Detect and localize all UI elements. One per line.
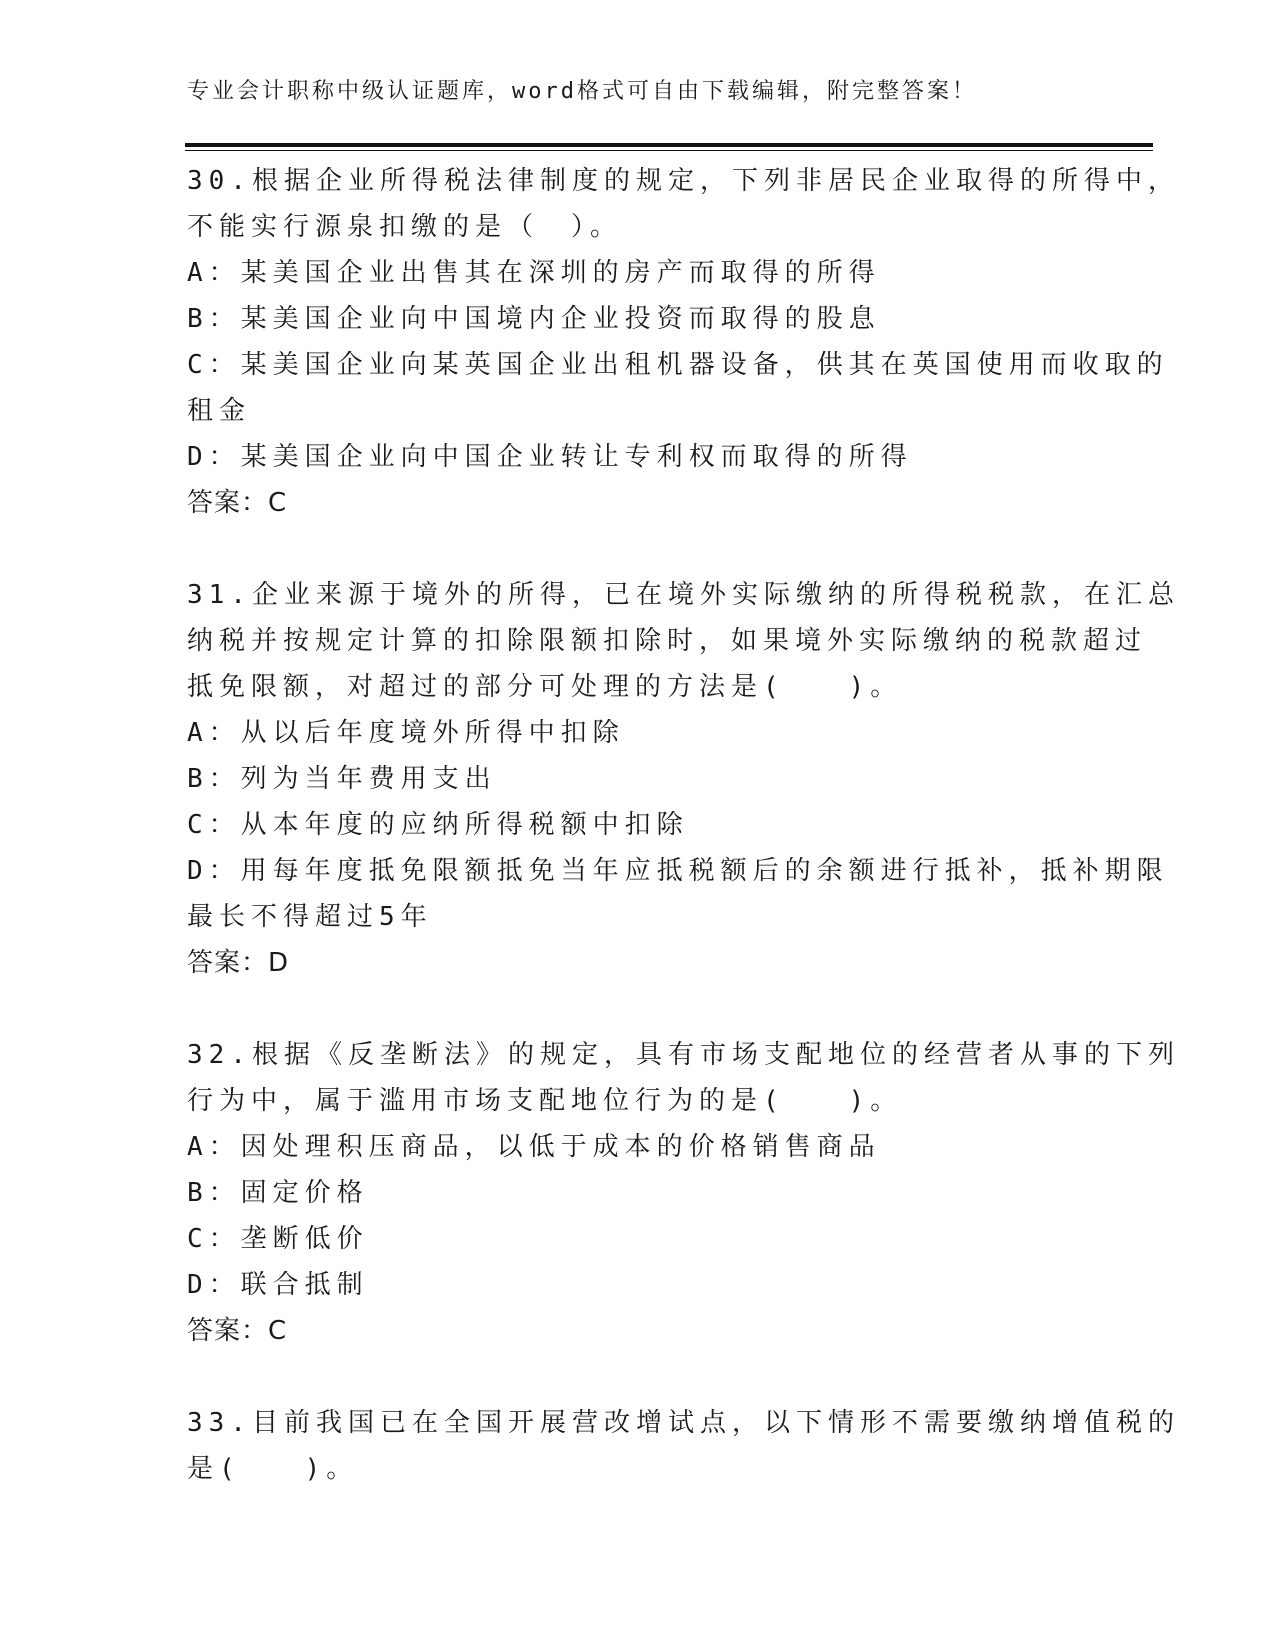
option-b: B：某美国企业向中国境内企业投资而取得的股息 [187, 304, 881, 334]
header-divider-thin [185, 150, 1153, 151]
option-c: C：某美国企业向某英国企业出租机器设备，供其在英国使用而收取的 [187, 350, 1169, 380]
answer: 答案：C [187, 1316, 288, 1346]
option-d: D：联合抵制 [187, 1270, 369, 1300]
question-stem-line: 抵免限额，对超过的部分可处理的方法是( )。 [187, 672, 903, 702]
answer: 答案：D [187, 948, 290, 978]
question-stem-line: 纳税并按规定计算的扣除限额扣除时，如果境外实际缴纳的税款超过 [187, 626, 1148, 656]
question-31 [187, 572, 1180, 986]
header-divider-thick [185, 143, 1153, 147]
option-d: D：某美国企业向中国企业转让专利权而取得的所得 [187, 442, 913, 472]
question-stem-line: 33.目前我国已在全国开展营改增试点，以下情形不需要缴纳增值税的 [187, 1408, 1180, 1438]
question-stem-line: 行为中，属于滥用市场支配地位行为的是( )。 [187, 1086, 903, 1116]
option-b: B：固定价格 [187, 1178, 369, 1208]
question-30 [187, 158, 1180, 526]
question-32 [187, 1032, 1180, 1354]
option-a: A：从以后年度境外所得中扣除 [187, 718, 625, 748]
option-c: C：垄断低价 [187, 1224, 369, 1254]
option-c: C：从本年度的应纳所得税额中扣除 [187, 810, 689, 840]
option-a: A：因处理积压商品，以低于成本的价格销售商品 [187, 1132, 881, 1162]
question-stem-line: 30.根据企业所得税法律制度的规定，下列非居民企业取得的所得中， [187, 166, 1180, 196]
question-stem-line: 是( )。 [187, 1454, 359, 1484]
option-c-continued: 租金 [187, 396, 252, 426]
question-list [187, 158, 1180, 1538]
question-33 [187, 1400, 1180, 1492]
question-stem-line: 31.企业来源于境外的所得，已在境外实际缴纳的所得税税款，在汇总 [187, 580, 1180, 610]
question-stem-line: 32.根据《反垄断法》的规定，具有市场支配地位的经营者从事的下列 [187, 1040, 1180, 1070]
question-stem-line: 不能实行源泉扣缴的是（ ）。 [187, 212, 623, 242]
option-a: A：某美国企业出售其在深圳的房产而取得的所得 [187, 258, 881, 288]
option-d: D：用每年度抵免限额抵免当年应抵税额后的余额进行抵补，抵补期限 [187, 856, 1169, 886]
page-header: 专业会计职称中级认证题库，word格式可自由下载编辑，附完整答案！ [187, 79, 977, 104]
answer: 答案：C [187, 488, 288, 518]
option-d-continued: 最长不得超过5年 [187, 902, 433, 932]
option-b: B：列为当年费用支出 [187, 764, 497, 794]
